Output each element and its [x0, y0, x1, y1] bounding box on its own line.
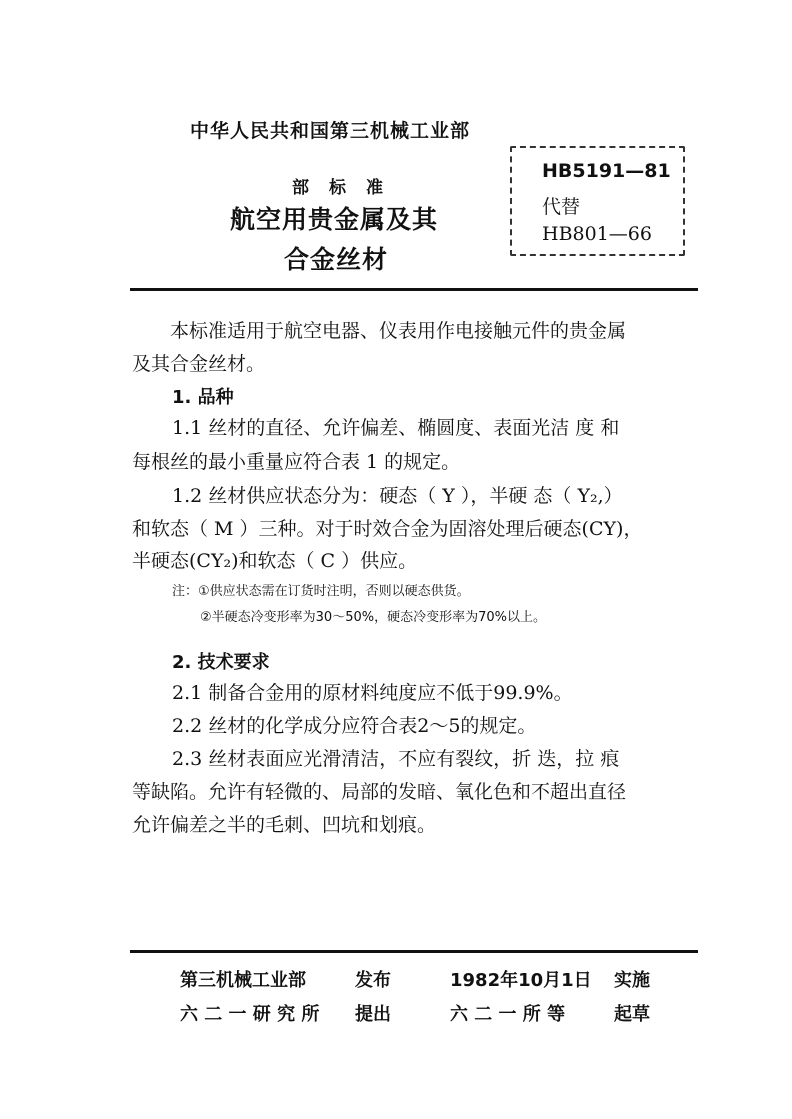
intro-line: 本标准适用于航空电器、仪表用作电接触元件的贵金属 [170, 320, 627, 342]
clause-1-2: 1.2 丝材供应状态分为：硬态（ Y ），半硬 态（ Y₂,） [172, 485, 623, 507]
note-1: 注：①供应状态需在订货时注明，否则以硬态供货。 [172, 584, 470, 599]
clause-2-3: 2.3 丝材表面应光滑清洁，不应有裂纹，折 迭，拉 痕 [172, 748, 620, 770]
issue-verb: 发布 [355, 970, 391, 991]
drafter: 六 二 一 所 等 [450, 1004, 566, 1025]
implementation-date: 1982年10月1日 [450, 970, 592, 991]
header-divider [130, 288, 698, 291]
note-2: ②半硬态冷变形率为30～50%，硬态冷变形率为70%以上。 [200, 610, 546, 625]
section-heading-technical: 2. 技术要求 [172, 652, 270, 673]
clause-2-3-cont: 等缺陷。允许有轻微的、局部的发暗、氧化色和不超出直径 [132, 781, 627, 803]
proposer: 六 二 一 研 究 所 [180, 1004, 320, 1025]
ministry-name: 中华人民共和国第三机械工业部 [190, 120, 471, 142]
clause-2-1: 2.1 制备合金用的原材料纯度应不低于99.9%。 [172, 682, 573, 704]
replaced-code: HB801—66 [542, 223, 652, 245]
clause-1-2-cont: 和软态（ M ）三种。对于时效合金为固溶处理后硬态(CY)， [132, 518, 643, 540]
clause-1-1-cont: 每根丝的最小重量应符合表 1 的规定。 [132, 451, 461, 473]
clause-2-2: 2.2 丝材的化学成分应符合表2～5的规定。 [172, 715, 537, 737]
replace-label: 代替 [542, 196, 581, 218]
clause-2-3-cont: 允许偏差之半的毛刺、凹坑和划痕。 [132, 814, 437, 836]
footer-divider [130, 950, 698, 953]
clause-1-2-cont: 半硬态(CY₂)和软态（ C ）供应。 [132, 550, 418, 572]
standard-type-label [292, 173, 403, 198]
section-heading-varieties: 1. 品种 [172, 387, 234, 408]
draft-verb: 起草 [614, 1004, 650, 1025]
intro-line: 及其合金丝材。 [132, 353, 266, 375]
standard-label-char: 部 [292, 178, 309, 198]
standard-code: HB5191—81 [542, 160, 671, 182]
standard-label-char: 标 [329, 178, 346, 198]
standard-code-box [510, 146, 685, 256]
propose-verb: 提出 [355, 1004, 391, 1025]
issuer: 第三机械工业部 [180, 970, 306, 991]
document-title-line2: 合金丝材 [284, 245, 389, 274]
implement-verb: 实施 [614, 970, 650, 991]
document-title-line1: 航空用贵金属及其 [230, 205, 439, 234]
standard-label-char: 准 [366, 178, 383, 198]
clause-1-1: 1.1 丝材的直径、允许偏差、椭圆度、表面光洁 度 和 [172, 417, 620, 439]
